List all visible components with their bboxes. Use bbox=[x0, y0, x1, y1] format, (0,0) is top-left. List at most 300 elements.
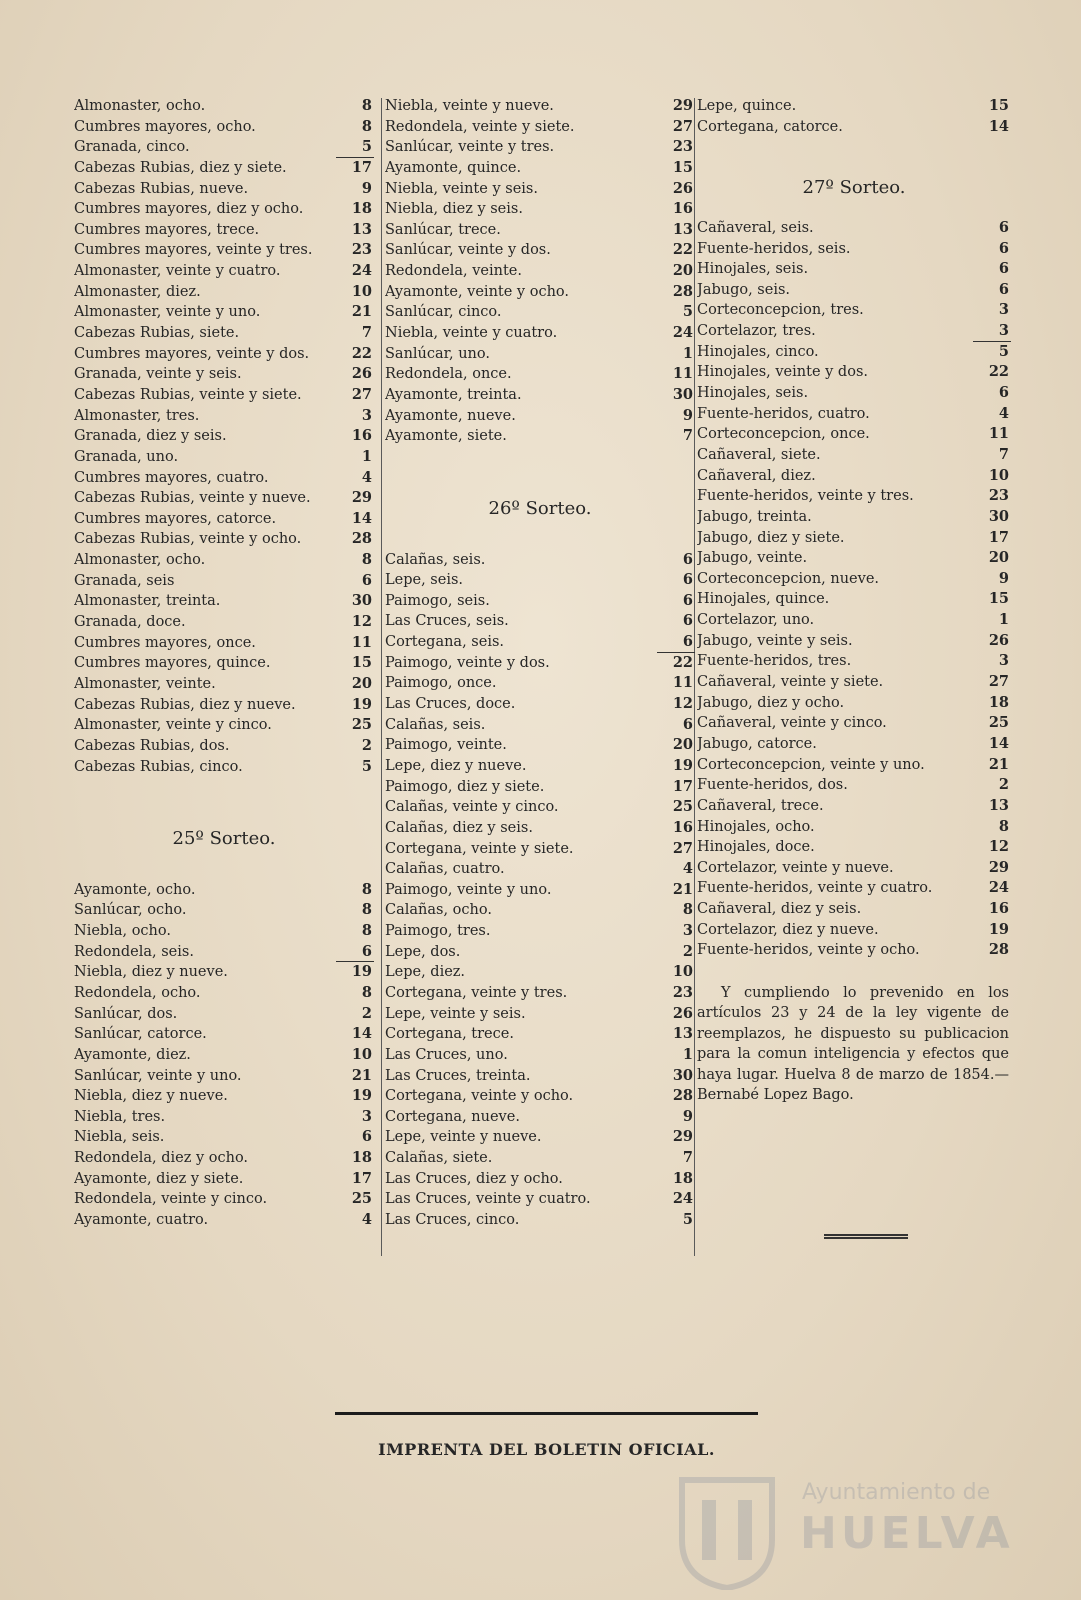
draw-entry-text: Cumbres mayores, once. bbox=[74, 634, 256, 651]
draw-entry bbox=[74, 695, 374, 716]
draw-entry bbox=[385, 735, 695, 756]
draw-entry bbox=[74, 1148, 374, 1169]
draw-entry bbox=[697, 817, 1011, 838]
draw-entry-number: 21 bbox=[988, 755, 1009, 773]
draw-entry-number: 27 bbox=[988, 673, 1009, 691]
draw-entry-text: Sanlúcar, dos. bbox=[74, 1005, 178, 1022]
draw-entry bbox=[385, 385, 695, 406]
draw-entry bbox=[385, 1210, 695, 1231]
draw-entry-text: Niebla, seis. bbox=[74, 1129, 165, 1146]
draw-entry bbox=[74, 385, 374, 406]
draw-entry bbox=[74, 468, 374, 489]
draw-entry-number: 8 bbox=[361, 983, 372, 1001]
draw-entry-text: Corteconcepcion, veinte y uno. bbox=[697, 756, 925, 773]
draw-entry bbox=[697, 507, 1011, 528]
column-2 bbox=[385, 96, 695, 1231]
draw-entry-number: 15 bbox=[988, 97, 1009, 114]
draw-entry-text: Jabugo, catorce. bbox=[697, 735, 817, 752]
draw-entry bbox=[385, 1024, 695, 1045]
draw-entry-text: Calañas, siete. bbox=[385, 1150, 493, 1167]
draw-entry-text: Hinojales, cinco. bbox=[697, 343, 819, 360]
draw-entry-text: Hinojales, doce. bbox=[697, 839, 815, 856]
draw-entry-number: 19 bbox=[351, 695, 372, 713]
draw-entry-number: 3 bbox=[998, 301, 1009, 319]
draw-entry bbox=[74, 1107, 374, 1128]
draw-entry-number: 25 bbox=[351, 1190, 372, 1208]
draw-entry bbox=[697, 940, 1011, 961]
draw-entry-number: 28 bbox=[351, 530, 372, 548]
draw-entry-text: Sanlúcar, uno. bbox=[385, 345, 490, 362]
draw-entry-number: 12 bbox=[672, 695, 693, 713]
draw-entry-number: 30 bbox=[988, 507, 1009, 525]
draw-entry bbox=[697, 383, 1011, 404]
draw-entry-number: 6 bbox=[998, 384, 1009, 402]
draw-entry-number: 17 bbox=[672, 777, 693, 795]
draw-entry-text: Sanlúcar, ocho. bbox=[74, 902, 187, 919]
draw-entry-number: 3 bbox=[998, 322, 1009, 340]
draw-entry bbox=[385, 611, 695, 632]
draw-entry-text: Cortegana, veinte y siete. bbox=[385, 840, 574, 857]
draw-entry-text: Almonaster, tres. bbox=[74, 407, 200, 424]
draw-entry-text: Jabugo, veinte. bbox=[697, 550, 808, 567]
draw-entry-number: 1 bbox=[998, 611, 1009, 629]
draw-entry bbox=[385, 1189, 695, 1210]
draw-entry-text: Cortegana, trece. bbox=[385, 1026, 514, 1043]
draw-entry-number: 8 bbox=[361, 551, 372, 569]
draw-entry-number: 5 bbox=[682, 303, 693, 321]
draw-entry-number: 14 bbox=[988, 734, 1009, 752]
draw-entry-text: Sanlúcar, veinte y dos. bbox=[385, 242, 551, 259]
draw-entry-text: Niebla, ocho. bbox=[74, 923, 171, 940]
draw-entry bbox=[697, 631, 1011, 652]
draw-entry-number: 14 bbox=[351, 509, 372, 527]
draw-entry-number: 30 bbox=[672, 385, 693, 403]
draw-entry-text: Cabezas Rubias, siete. bbox=[74, 325, 240, 342]
draw-entry-number: 22 bbox=[672, 241, 693, 259]
draw-entry bbox=[385, 1148, 695, 1169]
draw-entry-number: 20 bbox=[672, 262, 693, 280]
draw-entry bbox=[74, 117, 374, 138]
draw-entry-text: Paimogo, veinte. bbox=[385, 737, 507, 754]
draw-entry-text: Ayamonte, cuatro. bbox=[74, 1212, 209, 1229]
draw-entry-text: Almonaster, veinte. bbox=[74, 675, 216, 692]
draw-entry-text: Lepe, diez. bbox=[385, 964, 466, 981]
draw-entry-number: 6 bbox=[361, 942, 372, 960]
draw-entry-text: Niebla, diez y seis. bbox=[385, 201, 523, 218]
draw-entry-text: Ayamonte, quince. bbox=[385, 159, 522, 176]
draw-entry-number: 9 bbox=[998, 569, 1009, 587]
draw-entry bbox=[74, 406, 374, 427]
watermark-line1: Ayuntamiento de bbox=[802, 1480, 991, 1505]
draw-entry-number: 22 bbox=[351, 344, 372, 362]
draw-entry-text: Granada, seis bbox=[74, 572, 175, 589]
draw-entry bbox=[385, 942, 695, 963]
draw-entry-number: 5 bbox=[682, 1211, 693, 1229]
draw-entry-text: Cumbres mayores, diez y ocho. bbox=[74, 201, 304, 218]
draw-entry bbox=[74, 633, 374, 654]
draw-entry-number: 26 bbox=[672, 179, 693, 197]
draw-entry bbox=[74, 1086, 374, 1107]
draw-entry-text: Cortelazor, diez y nueve. bbox=[697, 921, 879, 938]
draw-entry-number: 24 bbox=[351, 262, 372, 280]
draw-entry bbox=[697, 610, 1011, 631]
draw-entry-text: Ayamonte, ocho. bbox=[74, 881, 196, 898]
draw-entry-number: 26 bbox=[351, 365, 372, 383]
draw-entry-number: 8 bbox=[682, 901, 693, 919]
draw-entry-text: Las Cruces, seis. bbox=[385, 613, 509, 630]
draw-entry bbox=[74, 653, 374, 674]
draw-entry-text: Cabezas Rubias, diez y siete. bbox=[74, 159, 287, 176]
draw-entry-text: Cumbres mayores, veinte y dos. bbox=[74, 345, 310, 362]
draw-entry bbox=[385, 962, 695, 983]
draw-entry-text: Niebla, veinte y nueve. bbox=[385, 98, 554, 114]
draw-entry-text: Ayamonte, treinta. bbox=[385, 386, 522, 403]
draw-entry-text: Redondela, seis. bbox=[74, 943, 194, 960]
draw-entry-number: 23 bbox=[672, 138, 693, 156]
draw-entry-number: 6 bbox=[682, 633, 693, 651]
draw-entry bbox=[74, 1189, 374, 1210]
draw-entry-text: Cañaveral, siete. bbox=[697, 446, 821, 463]
draw-entry-number: 12 bbox=[351, 613, 372, 631]
draw-entry-text: Cumbres mayores, cuatro. bbox=[74, 469, 269, 486]
draw-entry-number: 19 bbox=[351, 963, 372, 981]
draw-entry bbox=[74, 96, 374, 117]
draw-entry-text: Paimogo, veinte y uno. bbox=[385, 881, 552, 898]
draw-entry-text: Cañaveral, diez. bbox=[697, 467, 816, 484]
draw-entry bbox=[385, 797, 695, 818]
draw-entry-text: Corteconcepcion, tres. bbox=[697, 302, 864, 319]
draw-entry-text: Redondela, ocho. bbox=[74, 984, 201, 1001]
draw-entry-number: 6 bbox=[682, 591, 693, 609]
printer-imprint: IMPRENTA DEL BOLETIN OFICIAL. bbox=[378, 1440, 715, 1459]
draw-entry-text: Paimogo, once. bbox=[385, 675, 497, 692]
draw-entry-text: Sanlúcar, cinco. bbox=[385, 304, 502, 321]
draw-entry-text: Redondela, veinte. bbox=[385, 263, 522, 280]
draw-entry bbox=[697, 693, 1011, 714]
draw-entry bbox=[385, 715, 695, 736]
draw-entry-number: 3 bbox=[361, 1107, 372, 1125]
draw-entry-text: Granada, diez y seis. bbox=[74, 428, 227, 445]
draw-entry bbox=[697, 362, 1011, 383]
draw-entry bbox=[697, 569, 1011, 590]
draw-entry bbox=[697, 259, 1011, 280]
draw-entry-number: 24 bbox=[988, 879, 1009, 897]
draw-entry-number: 29 bbox=[672, 97, 693, 114]
draw-entry-number: 8 bbox=[361, 922, 372, 940]
draw-entry-text: Cumbres mayores, quince. bbox=[74, 655, 271, 672]
draw-entry-text: Calañas, seis. bbox=[385, 551, 486, 568]
draw-entry bbox=[697, 486, 1011, 507]
draw-entry bbox=[697, 878, 1011, 899]
draw-entry-number: 21 bbox=[351, 1066, 372, 1084]
draw-entry-text: Cañaveral, diez y seis. bbox=[697, 901, 862, 918]
draw-entry-text: Sanlúcar, trece. bbox=[385, 221, 501, 238]
draw-entry-text: Niebla, veinte y cuatro. bbox=[385, 325, 558, 342]
draw-entry-text: Las Cruces, treinta. bbox=[385, 1067, 531, 1084]
draw-entry bbox=[385, 839, 695, 860]
draw-entry-text: Hinojales, seis. bbox=[697, 385, 809, 402]
draw-entry-number: 2 bbox=[682, 942, 693, 960]
draw-entry-text: Paimogo, tres. bbox=[385, 923, 491, 940]
draw-entry-text: Niebla, diez y nueve. bbox=[74, 1088, 228, 1105]
draw-entry-text: Corteconcepcion, once. bbox=[697, 426, 870, 443]
draw-entry-text: Jabugo, treinta. bbox=[697, 508, 812, 525]
draw-entry-text: Fuente-heridos, veinte y tres. bbox=[697, 488, 914, 505]
draw-entry-number: 15 bbox=[351, 654, 372, 672]
draw-entry-text: Las Cruces, diez y ocho. bbox=[385, 1170, 563, 1187]
draw-entry-text: Sanlúcar, veinte y tres. bbox=[385, 139, 555, 156]
draw-entry-number: 13 bbox=[351, 220, 372, 238]
draw-entry bbox=[385, 240, 695, 261]
draw-entry-number: 12 bbox=[988, 838, 1009, 856]
draw-entry-text: Lepe, veinte y seis. bbox=[385, 1005, 526, 1022]
draw-entry-number: 7 bbox=[998, 445, 1009, 463]
draw-entry bbox=[697, 321, 1011, 342]
draw-entry-number: 20 bbox=[988, 549, 1009, 567]
draw-entry bbox=[697, 342, 1011, 363]
draw-entry bbox=[74, 240, 374, 261]
draw-entry-number: 26 bbox=[988, 631, 1009, 649]
draw-entry bbox=[697, 239, 1011, 260]
draw-entry-text: Jabugo, diez y ocho. bbox=[697, 694, 845, 711]
draw-entry bbox=[74, 983, 374, 1004]
draw-entry bbox=[385, 1004, 695, 1025]
draw-entry bbox=[697, 404, 1011, 425]
draw-entry-number: 6 bbox=[682, 571, 693, 589]
draw-entry-number: 9 bbox=[361, 179, 372, 197]
draw-entry bbox=[697, 734, 1011, 755]
draw-entry-number: 20 bbox=[672, 736, 693, 754]
draw-entry bbox=[74, 591, 374, 612]
draw-entry bbox=[74, 529, 374, 550]
draw-entry bbox=[74, 900, 374, 921]
draw-entry bbox=[385, 983, 695, 1004]
draw-entry bbox=[385, 756, 695, 777]
draw-entry bbox=[74, 323, 374, 344]
draw-entry-text: Niebla, tres. bbox=[74, 1108, 166, 1125]
draw-entry-text: Fuente-heridos, cuatro. bbox=[697, 405, 870, 422]
draw-entry-text: Hinojales, veinte y dos. bbox=[697, 364, 868, 381]
draw-entry-text: Almonaster, treinta. bbox=[74, 593, 221, 610]
draw-entry bbox=[74, 179, 374, 200]
column-1 bbox=[74, 96, 374, 1231]
draw-entry-number: 16 bbox=[351, 427, 372, 445]
draw-entry-text: Cabezas Rubias, nueve. bbox=[74, 180, 249, 197]
draw-entry bbox=[697, 920, 1011, 941]
draw-entry-number: 1 bbox=[682, 1045, 693, 1063]
draw-entry bbox=[697, 117, 1011, 138]
draw-entry-text: Fuente-heridos, veinte y cuatro. bbox=[697, 880, 933, 897]
draw-entry-text: Hinojales, ocho. bbox=[697, 818, 815, 835]
draw-entry bbox=[697, 858, 1011, 879]
draw-entry-number: 28 bbox=[672, 1087, 693, 1105]
draw-entry-number: 29 bbox=[351, 489, 372, 507]
draw-entry-number: 23 bbox=[672, 983, 693, 1001]
draw-entry-number: 7 bbox=[682, 427, 693, 445]
draw-entry-number: 11 bbox=[672, 674, 693, 692]
draw-entry-text: Sanlúcar, catorce. bbox=[74, 1026, 207, 1043]
draw-entry bbox=[385, 426, 695, 447]
draw-entry bbox=[697, 528, 1011, 549]
sorteo-25-heading: 25º Sorteo. bbox=[172, 827, 276, 849]
draw-entry bbox=[385, 261, 695, 282]
draw-entry bbox=[74, 137, 374, 158]
draw-entry-text: Redondela, veinte y cinco. bbox=[74, 1191, 268, 1208]
draw-entry bbox=[385, 591, 695, 612]
draw-entry-text: Redondela, once. bbox=[385, 366, 512, 383]
draw-entry bbox=[697, 713, 1011, 734]
draw-entry-text: Cortelazor, veinte y nueve. bbox=[697, 859, 894, 876]
draw-entry-text: Cumbres mayores, ocho. bbox=[74, 118, 256, 135]
draw-entry bbox=[385, 1045, 695, 1066]
draw-entry bbox=[697, 96, 1011, 117]
draw-entry bbox=[385, 1086, 695, 1107]
ornamental-rule bbox=[824, 1234, 908, 1239]
draw-entry bbox=[74, 612, 374, 633]
draw-entry bbox=[74, 344, 374, 365]
draw-entry-number: 10 bbox=[988, 466, 1009, 484]
draw-entry bbox=[74, 1127, 374, 1148]
draw-entry-number: 10 bbox=[351, 282, 372, 300]
draw-entry-number: 11 bbox=[988, 425, 1009, 443]
draw-entry-number: 16 bbox=[988, 900, 1009, 918]
draw-entry-number: 6 bbox=[682, 612, 693, 630]
draw-entry-text: Las Cruces, cinco. bbox=[385, 1212, 520, 1229]
draw-entry-number: 2 bbox=[361, 1004, 372, 1022]
draw-entry-text: Cortegana, catorce. bbox=[697, 118, 843, 135]
closing-paragraph-text: Y cumpliendo lo prevenido en los artículos 23 y 24 de la ley vigente de reemplazos, he dispuesto su publicacion para la comun inteligencia y efectos que haya lugar. Huelva 8 de marzo de 1854.—Bernabé Lopez Bago. bbox=[697, 984, 1009, 1104]
draw-entry-number: 14 bbox=[351, 1025, 372, 1043]
draw-entry-number: 11 bbox=[351, 633, 372, 651]
draw-entry-text: Ayamonte, diez y siete. bbox=[74, 1170, 244, 1187]
draw-entry-text: Calañas, diez y seis. bbox=[385, 819, 533, 836]
draw-entry-number: 5 bbox=[361, 138, 372, 156]
draw-entry-text: Ayamonte, veinte y ocho. bbox=[385, 283, 570, 300]
draw-entry-text: Redondela, veinte y siete. bbox=[385, 118, 575, 135]
draw-entry bbox=[74, 1066, 374, 1087]
draw-entry bbox=[385, 344, 695, 365]
draw-entry-number: 13 bbox=[672, 220, 693, 238]
draw-entry-text: Ayamonte, nueve. bbox=[385, 407, 516, 424]
draw-entry bbox=[697, 899, 1011, 920]
draw-entry-text: Calañas, seis. bbox=[385, 716, 486, 733]
draw-entry bbox=[385, 1127, 695, 1148]
draw-entry-number: 10 bbox=[672, 963, 693, 981]
draw-entry-number: 5 bbox=[998, 342, 1009, 360]
draw-entry bbox=[74, 364, 374, 385]
draw-entry-text: Lepe, dos. bbox=[385, 943, 461, 960]
draw-entry-text: Granada, veinte y seis. bbox=[74, 366, 242, 383]
draw-list bbox=[74, 96, 374, 777]
draw-entry bbox=[74, 447, 374, 468]
draw-entry-text: Cortegana, nueve. bbox=[385, 1108, 520, 1125]
draw-entry-number: 23 bbox=[351, 241, 372, 259]
draw-entry-text: Almonaster, veinte y cinco. bbox=[74, 717, 272, 734]
draw-entry-number: 14 bbox=[988, 117, 1009, 135]
draw-entry-number: 5 bbox=[361, 757, 372, 775]
draw-entry-text: Cabezas Rubias, veinte y siete. bbox=[74, 386, 302, 403]
draw-entry-number: 7 bbox=[682, 1149, 693, 1167]
draw-list bbox=[385, 550, 695, 1231]
draw-entry-text: Granada, doce. bbox=[74, 614, 186, 631]
draw-entry-number: 22 bbox=[672, 653, 693, 671]
draw-entry bbox=[385, 880, 695, 901]
draw-entry-number: 9 bbox=[682, 1107, 693, 1125]
draw-entry bbox=[74, 261, 374, 282]
draw-entry-number: 19 bbox=[351, 1087, 372, 1105]
draw-entry-number: 4 bbox=[682, 860, 693, 878]
draw-entry-text: Cortegana, veinte y tres. bbox=[385, 984, 568, 1001]
draw-entry bbox=[385, 653, 695, 674]
draw-list bbox=[697, 96, 1011, 137]
footer-rule bbox=[335, 1412, 758, 1415]
draw-entry bbox=[74, 715, 374, 736]
draw-entry bbox=[385, 818, 695, 839]
draw-entry bbox=[74, 880, 374, 901]
draw-entry-number: 6 bbox=[998, 280, 1009, 298]
draw-entry bbox=[697, 651, 1011, 672]
draw-entry-number: 28 bbox=[672, 282, 693, 300]
draw-entry-number: 19 bbox=[988, 920, 1009, 938]
draw-entry-number: 4 bbox=[361, 468, 372, 486]
closing-paragraph bbox=[697, 983, 1011, 1106]
draw-entry-number: 27 bbox=[351, 385, 372, 403]
draw-entry-number: 1 bbox=[682, 344, 693, 362]
draw-entry-text: Almonaster, ocho. bbox=[74, 98, 206, 114]
draw-entry bbox=[385, 1169, 695, 1190]
draw-entry-number: 17 bbox=[988, 528, 1009, 546]
draw-entry-number: 1 bbox=[361, 447, 372, 465]
draw-entry bbox=[385, 158, 695, 179]
draw-entry-number: 18 bbox=[351, 1149, 372, 1167]
draw-entry-number: 17 bbox=[351, 158, 372, 176]
draw-entry bbox=[385, 673, 695, 694]
draw-entry-number: 6 bbox=[998, 218, 1009, 236]
watermark bbox=[672, 1470, 1012, 1590]
draw-entry-text: Fuente-heridos, dos. bbox=[697, 777, 848, 794]
draw-entry-number: 6 bbox=[682, 550, 693, 568]
draw-entry-number: 28 bbox=[988, 941, 1009, 959]
draw-entry bbox=[74, 942, 374, 963]
draw-entry bbox=[74, 488, 374, 509]
draw-entry bbox=[74, 1169, 374, 1190]
draw-entry-text: Almonaster, diez. bbox=[74, 283, 201, 300]
draw-entry bbox=[74, 1045, 374, 1066]
draw-entry bbox=[697, 775, 1011, 796]
draw-entry-number: 24 bbox=[672, 324, 693, 342]
draw-entry-number: 25 bbox=[351, 716, 372, 734]
draw-entry-number: 18 bbox=[351, 200, 372, 218]
draw-entry-number: 8 bbox=[361, 901, 372, 919]
draw-entry-text: Redondela, diez y ocho. bbox=[74, 1150, 249, 1167]
draw-entry-text: Las Cruces, doce. bbox=[385, 696, 516, 713]
draw-entry-text: Granada, cinco. bbox=[74, 139, 190, 156]
draw-entry bbox=[74, 509, 374, 530]
draw-entry-number: 8 bbox=[361, 117, 372, 135]
draw-entry-number: 13 bbox=[988, 796, 1009, 814]
draw-entry bbox=[385, 570, 695, 591]
draw-entry bbox=[697, 589, 1011, 610]
draw-entry bbox=[385, 323, 695, 344]
draw-entry-text: Hinojales, seis. bbox=[697, 261, 809, 278]
draw-entry-number: 27 bbox=[672, 117, 693, 135]
draw-entry-text: Cortegana, veinte y ocho. bbox=[385, 1088, 574, 1105]
draw-entry-text: Cabezas Rubias, veinte y nueve. bbox=[74, 490, 311, 507]
draw-entry-text: Lepe, diez y nueve. bbox=[385, 757, 527, 774]
draw-entry bbox=[74, 1004, 374, 1025]
draw-entry-number: 29 bbox=[672, 1128, 693, 1146]
draw-entry-number: 18 bbox=[672, 1169, 693, 1187]
